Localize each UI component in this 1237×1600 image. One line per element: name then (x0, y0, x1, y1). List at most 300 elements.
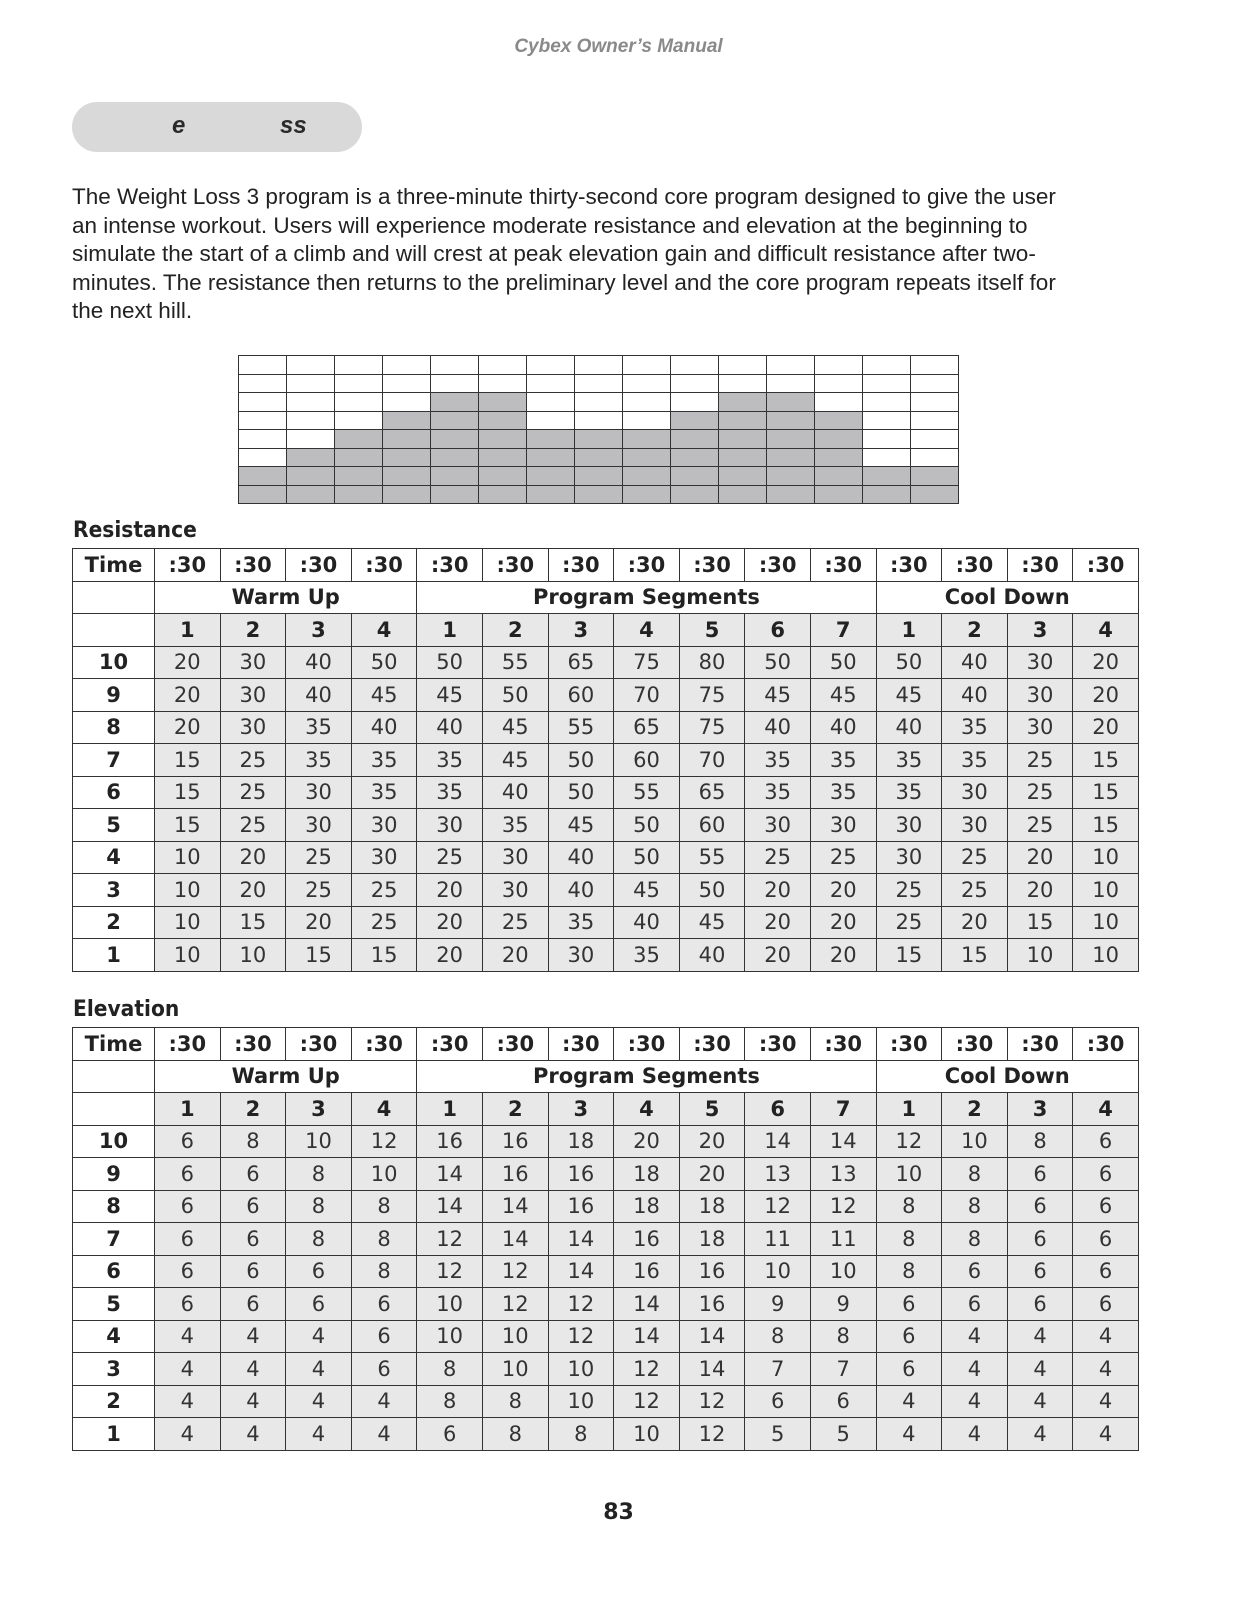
value-cell: 10 (155, 906, 221, 939)
value-cell: 12 (548, 1288, 614, 1321)
profile-cell (623, 356, 671, 375)
value-cell: 6 (220, 1190, 286, 1223)
value-cell: 40 (942, 646, 1008, 679)
value-cell: 14 (548, 1255, 614, 1288)
value-cell: 12 (548, 1320, 614, 1353)
value-cell: 6 (1007, 1190, 1073, 1223)
profile-cell (479, 411, 527, 430)
value-cell: 4 (155, 1385, 221, 1418)
value-cell: 10 (1073, 939, 1139, 972)
value-cell: 6 (876, 1353, 942, 1386)
value-cell: 10 (1073, 906, 1139, 939)
time-cell: :30 (876, 1028, 942, 1061)
segment-number: 2 (220, 614, 286, 647)
value-cell: 65 (548, 646, 614, 679)
value-cell: 30 (351, 809, 417, 842)
value-cell: 18 (614, 1158, 680, 1191)
time-row (73, 1028, 1139, 1061)
profile-cell (431, 393, 479, 412)
value-cell: 25 (876, 906, 942, 939)
value-cell: 6 (1073, 1223, 1139, 1256)
profile-cell (383, 467, 431, 486)
level-row (73, 809, 1139, 842)
segment-number: 2 (482, 614, 548, 647)
profile-cell (479, 448, 527, 467)
value-cell: 50 (876, 646, 942, 679)
value-cell: 6 (155, 1223, 221, 1256)
value-cell: 20 (417, 939, 483, 972)
segment-number: 3 (286, 614, 352, 647)
profile-cell (911, 411, 959, 430)
group-header: Program Segments (417, 1060, 876, 1093)
value-cell: 8 (876, 1190, 942, 1223)
profile-cell (815, 374, 863, 393)
profile-cell (815, 467, 863, 486)
level-row (73, 1255, 1139, 1288)
value-cell: 11 (810, 1223, 876, 1256)
value-cell: 10 (614, 1418, 680, 1451)
level-row (73, 1158, 1139, 1191)
profile-cell (719, 485, 767, 504)
profile-cell (287, 411, 335, 430)
value-cell: 4 (942, 1385, 1008, 1418)
profile-cell (815, 448, 863, 467)
group-header: Program Segments (417, 581, 876, 614)
profile-cell (383, 374, 431, 393)
value-cell: 40 (745, 711, 811, 744)
value-cell: 20 (1073, 679, 1139, 712)
value-cell: 60 (614, 744, 680, 777)
value-cell: 20 (745, 906, 811, 939)
value-cell: 40 (417, 711, 483, 744)
time-cell: :30 (417, 549, 483, 582)
segment-number: 2 (942, 1093, 1008, 1126)
profile-cell (479, 485, 527, 504)
profile-cell (623, 467, 671, 486)
level-row (73, 744, 1139, 777)
profile-cell (287, 485, 335, 504)
blank-cell (73, 614, 155, 647)
value-cell: 9 (745, 1288, 811, 1321)
profile-cell (671, 485, 719, 504)
value-cell: 35 (351, 776, 417, 809)
level-row (73, 1288, 1139, 1321)
intro-paragraph (72, 183, 1152, 326)
value-cell: 35 (810, 776, 876, 809)
value-cell: 4 (220, 1418, 286, 1451)
time-cell: :30 (548, 1028, 614, 1061)
value-cell: 15 (1073, 744, 1139, 777)
level-label: 10 (73, 1125, 155, 1158)
profile-cell (383, 485, 431, 504)
time-cell: :30 (220, 549, 286, 582)
level-label: 3 (73, 874, 155, 907)
profile-cell (623, 374, 671, 393)
value-cell: 20 (745, 874, 811, 907)
value-cell: 35 (810, 744, 876, 777)
profile-cell (335, 448, 383, 467)
value-cell: 25 (220, 744, 286, 777)
value-cell: 50 (417, 646, 483, 679)
value-cell: 35 (942, 744, 1008, 777)
value-cell: 20 (417, 906, 483, 939)
segment-number: 1 (417, 1093, 483, 1126)
value-cell: 35 (351, 744, 417, 777)
value-cell: 15 (286, 939, 352, 972)
profile-cell (335, 356, 383, 375)
profile-cell (671, 467, 719, 486)
time-cell: :30 (155, 549, 221, 582)
profile-cell (287, 393, 335, 412)
time-row (73, 549, 1139, 582)
time-cell: :30 (1007, 549, 1073, 582)
value-cell: 10 (1007, 939, 1073, 972)
value-cell: 10 (417, 1288, 483, 1321)
level-row (73, 939, 1139, 972)
value-cell: 4 (220, 1353, 286, 1386)
value-cell: 45 (351, 679, 417, 712)
profile-cell (479, 374, 527, 393)
value-cell: 45 (745, 679, 811, 712)
value-cell: 6 (1007, 1158, 1073, 1191)
value-cell: 12 (417, 1255, 483, 1288)
value-cell: 50 (679, 874, 745, 907)
profile-cell (287, 430, 335, 449)
value-cell: 6 (286, 1288, 352, 1321)
profile-cell (911, 467, 959, 486)
profile-cell (911, 448, 959, 467)
value-cell: 30 (286, 776, 352, 809)
value-cell: 8 (482, 1385, 548, 1418)
profile-cell (575, 448, 623, 467)
value-cell: 8 (220, 1125, 286, 1158)
segment-number: 5 (679, 614, 745, 647)
value-cell: 15 (155, 809, 221, 842)
value-cell: 20 (220, 841, 286, 874)
value-cell: 20 (1073, 711, 1139, 744)
profile-cell (815, 356, 863, 375)
level-label: 7 (73, 744, 155, 777)
value-cell: 7 (810, 1353, 876, 1386)
value-cell: 12 (876, 1125, 942, 1158)
profile-cell (239, 448, 287, 467)
segment-number: 3 (1007, 1093, 1073, 1126)
time-cell: :30 (679, 1028, 745, 1061)
value-cell: 4 (351, 1385, 417, 1418)
profile-cell (671, 356, 719, 375)
value-cell: 75 (614, 646, 680, 679)
profile-cell (767, 448, 815, 467)
profile-cell (671, 393, 719, 412)
time-cell: :30 (482, 549, 548, 582)
value-cell: 8 (1007, 1125, 1073, 1158)
value-cell: 50 (482, 679, 548, 712)
value-cell: 8 (810, 1320, 876, 1353)
value-cell: 70 (679, 744, 745, 777)
profile-cell (527, 430, 575, 449)
time-cell: :30 (614, 549, 680, 582)
value-cell: 6 (155, 1158, 221, 1191)
value-cell: 10 (876, 1158, 942, 1191)
value-cell: 30 (286, 809, 352, 842)
value-cell: 25 (351, 906, 417, 939)
profile-cell (431, 411, 479, 430)
value-cell: 16 (679, 1288, 745, 1321)
profile-cell (383, 393, 431, 412)
time-cell: :30 (482, 1028, 548, 1061)
profile-cell (239, 374, 287, 393)
value-cell: 8 (942, 1190, 1008, 1223)
value-cell: 16 (679, 1255, 745, 1288)
value-cell: 16 (417, 1125, 483, 1158)
value-cell: 5 (810, 1418, 876, 1451)
profile-cell (623, 411, 671, 430)
value-cell: 25 (745, 841, 811, 874)
profile-cell (623, 393, 671, 412)
value-cell: 18 (548, 1125, 614, 1158)
group-row (73, 1060, 1139, 1093)
value-cell: 14 (482, 1223, 548, 1256)
value-cell: 10 (482, 1353, 548, 1386)
profile-cell (767, 467, 815, 486)
segment-number: 1 (155, 1093, 221, 1126)
level-row (73, 1385, 1139, 1418)
value-cell: 50 (810, 646, 876, 679)
value-cell: 65 (679, 776, 745, 809)
value-cell: 30 (1007, 711, 1073, 744)
value-cell: 6 (351, 1353, 417, 1386)
value-cell: 4 (1073, 1385, 1139, 1418)
time-cell: :30 (351, 549, 417, 582)
profile-cell (239, 356, 287, 375)
segment-number: 3 (1007, 614, 1073, 647)
value-cell: 6 (220, 1255, 286, 1288)
segment-number: 2 (482, 1093, 548, 1126)
value-cell: 6 (1073, 1158, 1139, 1191)
value-cell: 4 (876, 1418, 942, 1451)
group-row (73, 581, 1139, 614)
resistance-table (72, 548, 1139, 972)
value-cell: 40 (286, 679, 352, 712)
segment-row (73, 614, 1139, 647)
time-cell: :30 (810, 549, 876, 582)
value-cell: 25 (220, 776, 286, 809)
value-cell: 4 (1007, 1418, 1073, 1451)
value-cell: 6 (745, 1385, 811, 1418)
value-cell: 35 (286, 711, 352, 744)
level-row (73, 679, 1139, 712)
profile-cell (335, 411, 383, 430)
value-cell: 4 (286, 1320, 352, 1353)
time-cell: :30 (942, 549, 1008, 582)
profile-cell (575, 430, 623, 449)
value-cell: 8 (286, 1190, 352, 1223)
profile-cell (575, 393, 623, 412)
value-cell: 18 (679, 1190, 745, 1223)
value-cell: 10 (351, 1158, 417, 1191)
segment-number: 1 (876, 614, 942, 647)
value-cell: 20 (614, 1125, 680, 1158)
value-cell: 4 (1073, 1320, 1139, 1353)
time-cell: :30 (679, 549, 745, 582)
value-cell: 50 (548, 776, 614, 809)
profile-cell (863, 374, 911, 393)
level-label: 4 (73, 841, 155, 874)
value-cell: 20 (810, 874, 876, 907)
profile-cell (863, 356, 911, 375)
value-cell: 6 (1073, 1190, 1139, 1223)
value-cell: 8 (876, 1223, 942, 1256)
value-cell: 35 (876, 776, 942, 809)
profile-cell (239, 485, 287, 504)
level-label: 10 (73, 646, 155, 679)
value-cell: 6 (876, 1288, 942, 1321)
value-cell: 6 (942, 1255, 1008, 1288)
value-cell: 40 (810, 711, 876, 744)
value-cell: 40 (286, 646, 352, 679)
value-cell: 30 (745, 809, 811, 842)
level-row (73, 711, 1139, 744)
segment-number: 2 (942, 614, 1008, 647)
value-cell: 50 (351, 646, 417, 679)
level-row (73, 1353, 1139, 1386)
value-cell: 65 (614, 711, 680, 744)
value-cell: 16 (614, 1255, 680, 1288)
value-cell: 8 (417, 1385, 483, 1418)
value-cell: 50 (548, 744, 614, 777)
level-label: 5 (73, 1288, 155, 1321)
value-cell: 20 (810, 906, 876, 939)
group-header: Cool Down (876, 581, 1138, 614)
value-cell: 4 (942, 1320, 1008, 1353)
value-cell: 20 (810, 939, 876, 972)
segment-number: 6 (745, 614, 811, 647)
value-cell: 30 (351, 841, 417, 874)
value-cell: 6 (220, 1223, 286, 1256)
elevation-table (72, 1027, 1139, 1451)
profile-cell (863, 467, 911, 486)
level-row (73, 841, 1139, 874)
value-cell: 4 (1007, 1320, 1073, 1353)
value-cell: 30 (548, 939, 614, 972)
value-cell: 6 (876, 1320, 942, 1353)
time-label: Time (73, 549, 155, 582)
value-cell: 30 (942, 776, 1008, 809)
profile-cell (767, 356, 815, 375)
value-cell: 25 (810, 841, 876, 874)
value-cell: 4 (286, 1418, 352, 1451)
value-cell: 6 (351, 1288, 417, 1321)
blank-cell (73, 1093, 155, 1126)
profile-cell (383, 411, 431, 430)
value-cell: 4 (351, 1418, 417, 1451)
value-cell: 15 (942, 939, 1008, 972)
level-label: 6 (73, 1255, 155, 1288)
profile-cell (815, 411, 863, 430)
value-cell: 10 (417, 1320, 483, 1353)
profile-cell (479, 393, 527, 412)
value-cell: 16 (614, 1223, 680, 1256)
value-cell: 4 (155, 1320, 221, 1353)
value-cell: 40 (548, 841, 614, 874)
profile-cell (671, 374, 719, 393)
profile-cell (287, 374, 335, 393)
value-cell: 6 (220, 1158, 286, 1191)
profile-cell (287, 448, 335, 467)
profile-cell (863, 430, 911, 449)
value-cell: 4 (1007, 1353, 1073, 1386)
profile-cell (863, 485, 911, 504)
value-cell: 20 (1007, 841, 1073, 874)
profile-cell (719, 430, 767, 449)
time-cell: :30 (351, 1028, 417, 1061)
value-cell: 20 (220, 874, 286, 907)
value-cell: 14 (679, 1320, 745, 1353)
profile-cell (623, 485, 671, 504)
value-cell: 8 (351, 1255, 417, 1288)
value-cell: 30 (482, 841, 548, 874)
profile-cell (335, 393, 383, 412)
value-cell: 7 (745, 1353, 811, 1386)
level-label: 5 (73, 809, 155, 842)
value-cell: 14 (482, 1190, 548, 1223)
time-cell: :30 (220, 1028, 286, 1061)
value-cell: 12 (614, 1353, 680, 1386)
value-cell: 4 (286, 1353, 352, 1386)
value-cell: 8 (745, 1320, 811, 1353)
segment-number: 6 (745, 1093, 811, 1126)
value-cell: 10 (155, 841, 221, 874)
intro-line: The Weight Loss 3 program is a three-minute thirty-second core program designed to give the user (72, 184, 1056, 209)
profile-cell (719, 448, 767, 467)
value-cell: 35 (417, 776, 483, 809)
profile-cell (239, 430, 287, 449)
segment-row (73, 1093, 1139, 1126)
segment-number: 4 (351, 614, 417, 647)
time-cell: :30 (155, 1028, 221, 1061)
value-cell: 30 (1007, 679, 1073, 712)
value-cell: 10 (482, 1320, 548, 1353)
level-label: 6 (73, 776, 155, 809)
profile-cell (575, 356, 623, 375)
value-cell: 35 (482, 809, 548, 842)
profile-cell (575, 411, 623, 430)
value-cell: 35 (614, 939, 680, 972)
profile-cell (863, 448, 911, 467)
value-cell: 8 (417, 1353, 483, 1386)
value-cell: 55 (548, 711, 614, 744)
profile-cell (815, 485, 863, 504)
value-cell: 4 (220, 1320, 286, 1353)
profile-cell (431, 430, 479, 449)
value-cell: 45 (482, 744, 548, 777)
profile-cell (671, 448, 719, 467)
level-label: 8 (73, 711, 155, 744)
value-cell: 25 (482, 906, 548, 939)
value-cell: 25 (1007, 776, 1073, 809)
profile-cell (527, 485, 575, 504)
profile-cell (719, 411, 767, 430)
profile-cell (431, 374, 479, 393)
profile-cell (527, 411, 575, 430)
profile-cell (815, 430, 863, 449)
value-cell: 6 (1073, 1125, 1139, 1158)
value-cell: 15 (876, 939, 942, 972)
value-cell: 6 (1073, 1288, 1139, 1321)
level-row (73, 646, 1139, 679)
value-cell: 30 (876, 809, 942, 842)
segment-number: 4 (1073, 1093, 1139, 1126)
